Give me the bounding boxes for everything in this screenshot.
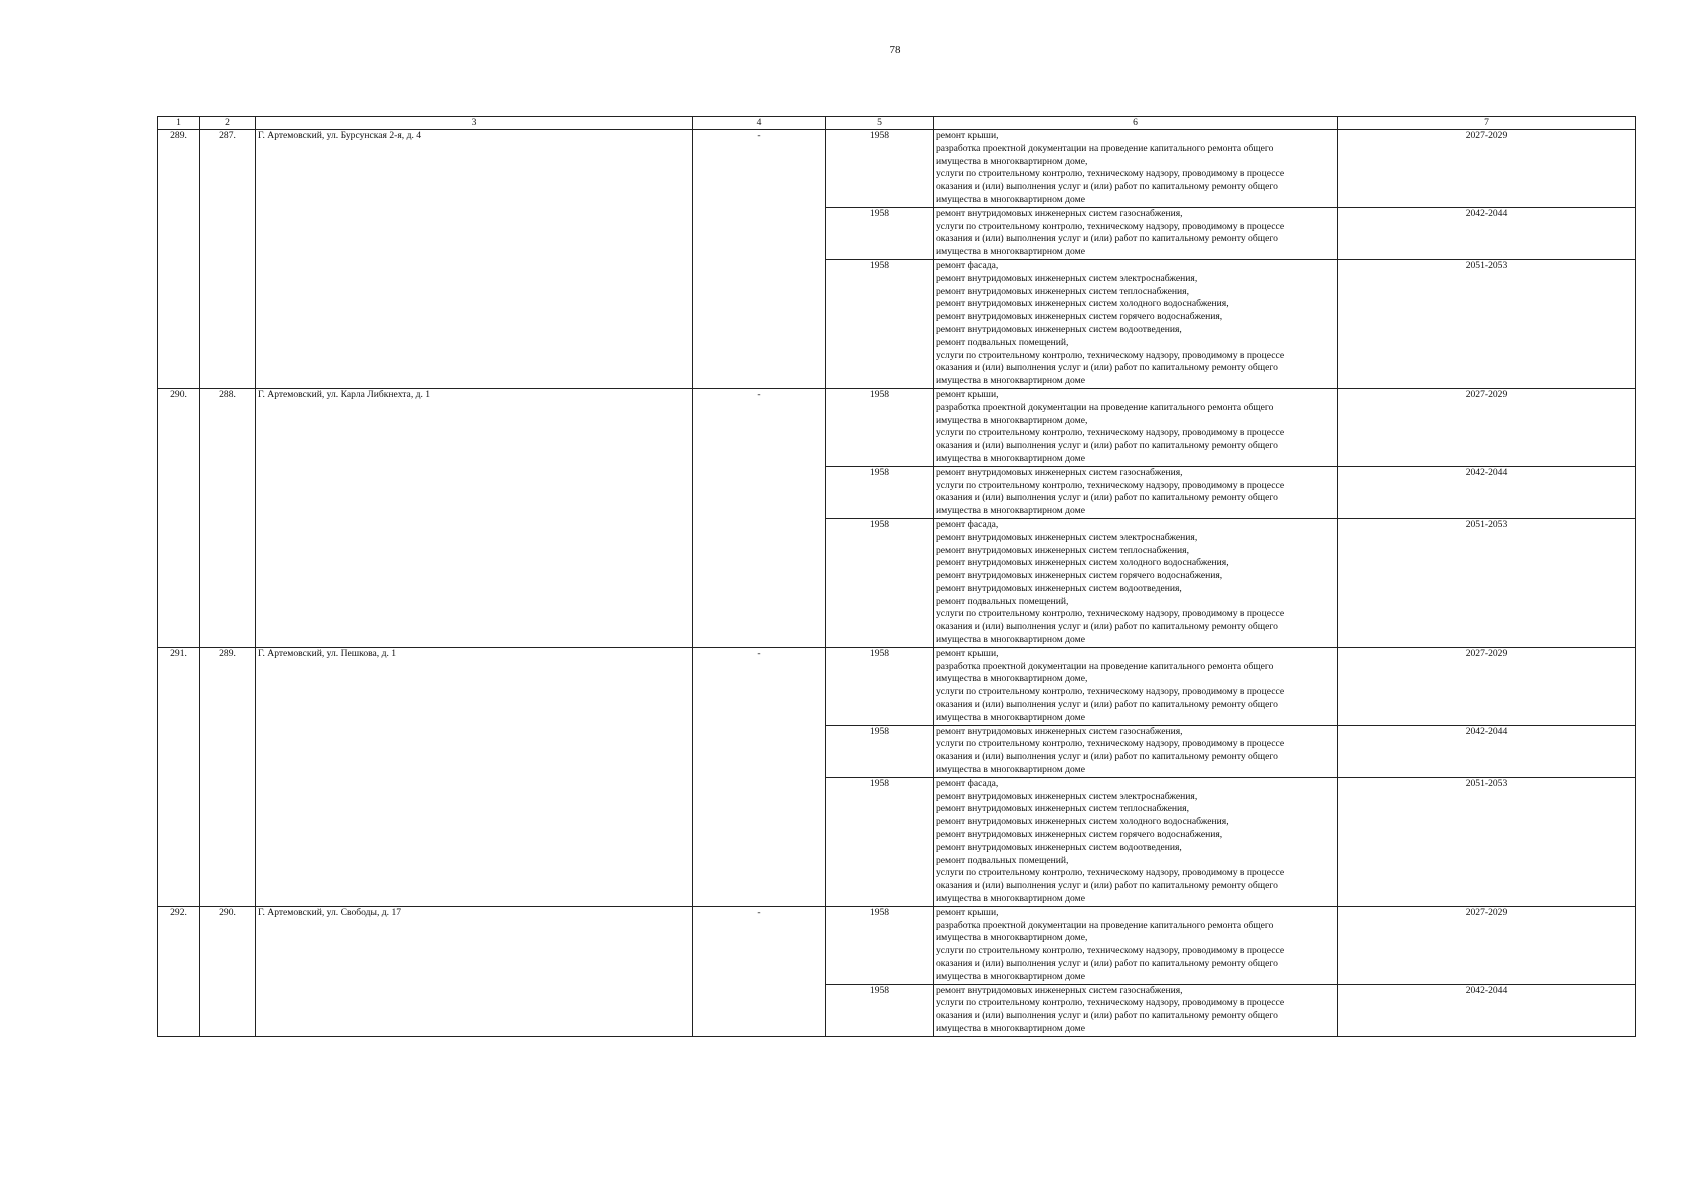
work-line: услуги по строительному контролю, техническому надзору, проводимому в процессе	[936, 945, 1285, 957]
address-cell: Г. Артемовский, ул. Карла Либкнехта, д. 1	[256, 388, 693, 647]
column-header: 7	[1338, 117, 1636, 130]
table-row	[158, 130, 1636, 208]
work-line: имущества в многоквартирном доме,	[936, 673, 1088, 685]
works-cell	[934, 207, 1338, 259]
work-line: оказания и (или) выполнения услуг и (или) работ по капитальному ремонту общего	[936, 492, 1278, 504]
column-header: 5	[826, 117, 934, 130]
works-cell	[934, 906, 1338, 984]
work-line: ремонт внутридомовых инженерных систем газоснабжения,	[936, 207, 1183, 219]
work-line: ремонт внутридомовых инженерных систем газоснабжения,	[936, 984, 1183, 996]
work-line: услуги по строительному контролю, техническому надзору, проводимому в процессе	[936, 349, 1285, 361]
work-line: ремонт внутридомовых инженерных систем газоснабжения,	[936, 725, 1183, 737]
work-line: ремонт внутридомовых инженерных систем водоотведения,	[936, 841, 1182, 853]
period-cell: 2027-2029	[1338, 906, 1636, 984]
row-number: 290.	[158, 388, 200, 647]
work-line: ремонт внутридомовых инженерных систем теплоснабжения,	[936, 544, 1189, 556]
work-line: имущества в многоквартирном доме	[936, 764, 1085, 776]
address-cell: Г. Артемовский, ул. Бурсунская 2-я, д. 4	[256, 130, 693, 389]
work-line: услуги по строительному контролю, техническому надзору, проводимому в процессе	[936, 479, 1285, 491]
work-line: оказания и (или) выполнения услуг и (или) работ по капитальному ремонту общего	[936, 699, 1278, 711]
period-cell: 2027-2029	[1338, 130, 1636, 208]
period-cell: 2042-2044	[1338, 207, 1636, 259]
work-line: оказания и (или) выполнения услуг и (или) работ по капитальному ремонту общего	[936, 1010, 1278, 1022]
work-line: ремонт внутридомовых инженерных систем холодного водоснабжения,	[936, 298, 1229, 310]
page-number: 78	[889, 44, 901, 56]
work-line: разработка проектной документации на проведение капитального ремонта общего	[936, 660, 1274, 672]
row-number-secondary: 288.	[200, 388, 256, 647]
year-cell: 1958	[826, 518, 934, 647]
work-line: ремонт подвальных помещений,	[936, 595, 1069, 607]
work-line: имущества в многоквартирном доме	[936, 970, 1085, 982]
work-line: имущества в многоквартирном доме	[936, 452, 1085, 464]
period-cell: 2027-2029	[1338, 647, 1636, 725]
work-line: ремонт внутридомовых инженерных систем горячего водоснабжения,	[936, 311, 1223, 323]
column-header: 4	[693, 117, 826, 130]
work-line: ремонт внутридомовых инженерных систем водоотведения,	[936, 323, 1182, 335]
work-line: оказания и (или) выполнения услуг и (или) работ по капитальному ремонту общего	[936, 181, 1278, 193]
work-line: услуги по строительному контролю, техническому надзору, проводимому в процессе	[936, 220, 1285, 232]
work-line: имущества в многоквартирном доме,	[936, 932, 1088, 944]
works-cell	[934, 466, 1338, 518]
works-cell	[934, 259, 1338, 388]
col4-cell: -	[693, 388, 826, 647]
work-line: имущества в многоквартирном доме	[936, 193, 1085, 205]
work-line: имущества в многоквартирном доме	[936, 893, 1085, 905]
work-line: ремонт крыши,	[936, 130, 999, 141]
period-cell: 2027-2029	[1338, 388, 1636, 466]
work-line: ремонт внутридомовых инженерных систем газоснабжения,	[936, 466, 1183, 478]
work-line: ремонт внутридомовых инженерных систем теплоснабжения,	[936, 803, 1189, 815]
year-cell: 1958	[826, 259, 934, 388]
period-cell: 2042-2044	[1338, 984, 1636, 1036]
work-line: оказания и (или) выполнения услуг и (или) работ по капитальному ремонту общего	[936, 233, 1278, 245]
column-header: 6	[934, 117, 1338, 130]
column-header: 2	[200, 117, 256, 130]
work-line: услуги по строительному контролю, техническому надзору, проводимому в процессе	[936, 686, 1285, 698]
row-number-secondary: 289.	[200, 647, 256, 906]
work-line: имущества в многоквартирном доме,	[936, 414, 1088, 426]
work-line: оказания и (или) выполнения услуг и (или) работ по капитальному ремонту общего	[936, 440, 1278, 452]
period-cell: 2051-2053	[1338, 518, 1636, 647]
table-row	[158, 388, 1636, 466]
work-line: оказания и (или) выполнения услуг и (или) работ по капитальному ремонту общего	[936, 621, 1278, 633]
works-cell	[934, 130, 1338, 208]
work-line: ремонт фасада,	[936, 518, 999, 530]
table-row	[158, 906, 1636, 984]
table-body	[158, 130, 1636, 1037]
work-line: ремонт внутридомовых инженерных систем теплоснабжения,	[936, 285, 1189, 297]
col4-cell: -	[693, 130, 826, 389]
period-cell: 2051-2053	[1338, 259, 1636, 388]
work-line: услуги по строительному контролю, техническому надзору, проводимому в процессе	[936, 427, 1285, 439]
work-line: услуги по строительному контролю, техническому надзору, проводимому в процессе	[936, 608, 1285, 620]
work-line: услуги по строительному контролю, техническому надзору, проводимому в процессе	[936, 997, 1285, 1009]
year-cell: 1958	[826, 725, 934, 777]
work-line: ремонт внутридомовых инженерных систем электроснабжения,	[936, 531, 1198, 543]
year-cell: 1958	[826, 906, 934, 984]
work-line: ремонт внутридомовых инженерных систем электроснабжения,	[936, 272, 1198, 284]
work-line: имущества в многоквартирном доме,	[936, 155, 1088, 167]
work-line: имущества в многоквартирном доме	[936, 375, 1085, 387]
work-line: разработка проектной документации на проведение капитального ремонта общего	[936, 142, 1274, 154]
work-line: ремонт подвальных помещений,	[936, 854, 1069, 866]
work-line: ремонт внутридомовых инженерных систем электроснабжения,	[936, 790, 1198, 802]
row-number: 291.	[158, 647, 200, 906]
work-line: ремонт внутридомовых инженерных систем водоотведения,	[936, 582, 1182, 594]
work-line: ремонт подвальных помещений,	[936, 336, 1069, 348]
year-cell: 1958	[826, 984, 934, 1036]
work-line: имущества в многоквартирном доме	[936, 1022, 1085, 1034]
work-line: ремонт крыши,	[936, 647, 999, 659]
work-line: ремонт внутридомовых инженерных систем холодного водоснабжения,	[936, 816, 1229, 828]
row-number: 289.	[158, 130, 200, 389]
work-line: услуги по строительному контролю, техническому надзору, проводимому в процессе	[936, 168, 1285, 180]
year-cell: 1958	[826, 130, 934, 208]
capital-repair-table	[157, 116, 1636, 1037]
address-cell: Г. Артемовский, ул. Свободы, д. 17	[256, 906, 693, 1036]
works-cell	[934, 984, 1338, 1036]
work-line: услуги по строительному контролю, техническому надзору, проводимому в процессе	[936, 738, 1285, 750]
work-line: ремонт фасада,	[936, 777, 999, 789]
work-line: имущества в многоквартирном доме	[936, 246, 1085, 258]
work-line: ремонт внутридомовых инженерных систем горячего водоснабжения,	[936, 829, 1223, 841]
work-line: имущества в многоквартирном доме	[936, 634, 1085, 646]
table-row	[158, 647, 1636, 725]
work-line: ремонт внутридомовых инженерных систем холодного водоснабжения,	[936, 557, 1229, 569]
works-cell	[934, 647, 1338, 725]
work-line: ремонт внутридомовых инженерных систем горячего водоснабжения,	[936, 570, 1223, 582]
work-line: услуги по строительному контролю, техническому надзору, проводимому в процессе	[936, 867, 1285, 879]
col4-cell: -	[693, 647, 826, 906]
works-cell	[934, 518, 1338, 647]
work-line: имущества в многоквартирном доме	[936, 711, 1085, 723]
column-header: 1	[158, 117, 200, 130]
work-line: разработка проектной документации на проведение капитального ремонта общего	[936, 401, 1274, 413]
year-cell: 1958	[826, 466, 934, 518]
works-cell	[934, 777, 1338, 906]
work-line: оказания и (или) выполнения услуг и (или) работ по капитальному ремонту общего	[936, 362, 1278, 374]
work-line: ремонт крыши,	[936, 906, 999, 918]
column-number-row	[158, 117, 1636, 130]
row-number-secondary: 287.	[200, 130, 256, 389]
col4-cell: -	[693, 906, 826, 1036]
work-line: ремонт крыши,	[936, 388, 999, 400]
row-number-secondary: 290.	[200, 906, 256, 1036]
work-line: ремонт фасада,	[936, 259, 999, 271]
row-number: 292.	[158, 906, 200, 1036]
work-line: оказания и (или) выполнения услуг и (или) работ по капитальному ремонту общего	[936, 751, 1278, 763]
works-cell	[934, 388, 1338, 466]
year-cell: 1958	[826, 207, 934, 259]
work-line: имущества в многоквартирном доме	[936, 505, 1085, 517]
work-line: оказания и (или) выполнения услуг и (или) работ по капитальному ремонту общего	[936, 880, 1278, 892]
work-line: разработка проектной документации на проведение капитального ремонта общего	[936, 919, 1274, 931]
works-cell	[934, 725, 1338, 777]
period-cell: 2042-2044	[1338, 725, 1636, 777]
year-cell: 1958	[826, 388, 934, 466]
column-header: 3	[256, 117, 693, 130]
period-cell: 2051-2053	[1338, 777, 1636, 906]
work-line: оказания и (или) выполнения услуг и (или) работ по капитальному ремонту общего	[936, 958, 1278, 969]
year-cell: 1958	[826, 777, 934, 906]
period-cell: 2042-2044	[1338, 466, 1636, 518]
address-cell: Г. Артемовский, ул. Пешкова, д. 1	[256, 647, 693, 906]
year-cell: 1958	[826, 647, 934, 725]
